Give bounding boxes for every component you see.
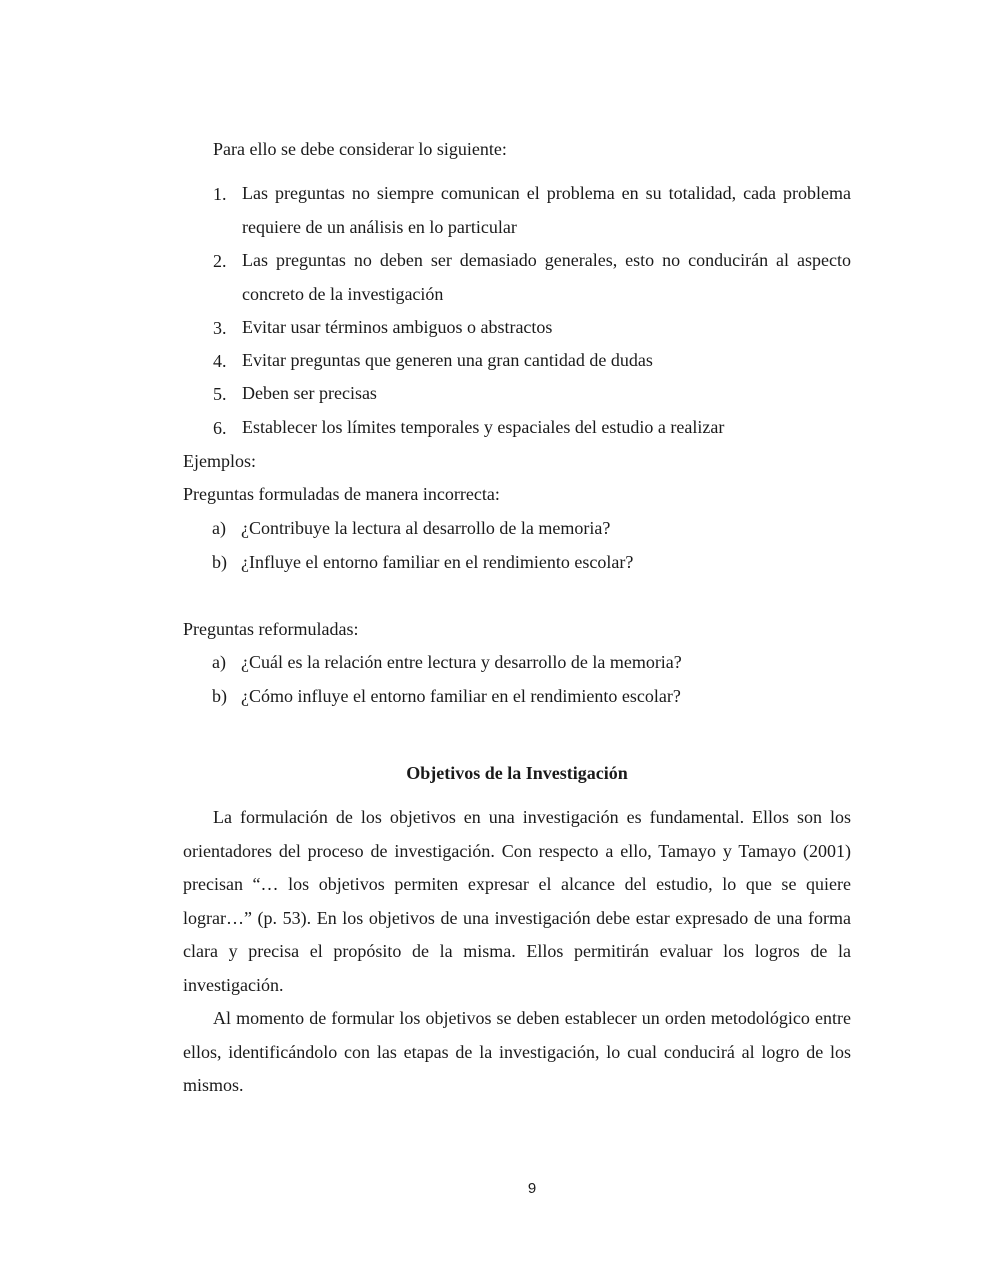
list-marker: b) bbox=[212, 686, 227, 706]
intro-text: Para ello se debe considerar lo siguiente: bbox=[213, 139, 507, 159]
list-marker: 3. bbox=[213, 318, 227, 338]
list-item-text: ¿Cómo influye el entorno familiar en el rendimiento escolar? bbox=[241, 686, 681, 706]
incorrect-questions-label: Preguntas formuladas de manera incorrecta: bbox=[183, 484, 500, 504]
list-item-text: ¿Influye el entorno familiar en el rendimiento escolar? bbox=[241, 552, 634, 572]
list-item-text: ¿Contribuye la lectura al desarrollo de la memoria? bbox=[241, 518, 611, 538]
list-marker: 6. bbox=[213, 418, 227, 438]
list-marker: 1. bbox=[213, 184, 227, 204]
list-item-text: ¿Cuál es la relación entre lectura y desarrollo de la memoria? bbox=[241, 652, 682, 672]
list-marker: 2. bbox=[213, 251, 227, 271]
list-item-text: Evitar preguntas que generen una gran cantidad de dudas bbox=[242, 350, 653, 370]
page-number: 9 bbox=[527, 1180, 537, 1197]
list-item-text: Deben ser precisas bbox=[242, 383, 377, 403]
list-item-text: Las preguntas no siempre comunican el problema en su totalidad, cada problema requiere de un análisis en lo particular bbox=[242, 183, 851, 237]
list-marker: 5. bbox=[213, 384, 227, 404]
reformulated-questions-label: Preguntas reformuladas: bbox=[183, 619, 359, 639]
list-item-text: Establecer los límites temporales y espaciales del estudio a realizar bbox=[242, 417, 725, 437]
list-item-text: Las preguntas no deben ser demasiado generales, esto no conducirán al aspecto concreto de la investigación bbox=[242, 250, 851, 304]
list-marker: 4. bbox=[213, 351, 227, 371]
list-item-text: Evitar usar términos ambiguos o abstractos bbox=[242, 317, 553, 337]
list-marker: a) bbox=[212, 652, 226, 672]
list-marker: b) bbox=[212, 552, 227, 572]
body-paragraph: La formulación de los objetivos en una investigación es fundamental. Ellos son los orientadores del proceso de investigación. Con respecto a ello, Tamayo y Tamayo (2001) precisan “… los objetivos permiten expresar el alcance del estudio, lo que se quiere lograr…” (p. 53). En los objetivos de una investigación debe estar expresado de una forma clara y precisa el propósito de la misma. Ellos permitirán evaluar los logros de la investigación. bbox=[183, 807, 851, 995]
body-paragraph: Al momento de formular los objetivos se deben establecer un orden metodológico entre ellos, identificándolo con las etapas de la investigación, lo cual conducirá al logro de los mismos. bbox=[183, 1008, 851, 1096]
examples-label: Ejemplos: bbox=[183, 451, 256, 471]
section-heading: Objetivos de la Investigación bbox=[406, 763, 628, 783]
list-marker: a) bbox=[212, 518, 226, 538]
